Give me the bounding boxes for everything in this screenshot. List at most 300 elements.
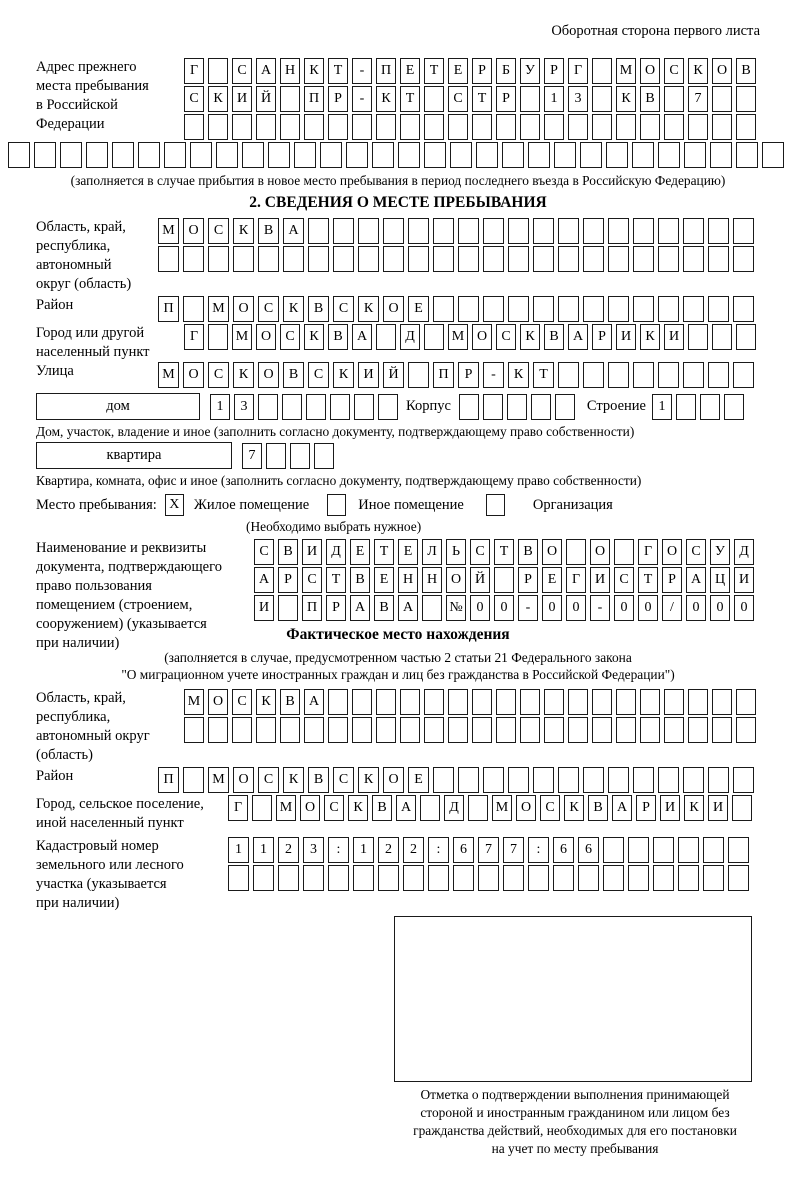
char-cell bbox=[533, 296, 554, 322]
text-line: сооружением) (указывается bbox=[36, 616, 207, 632]
char-cell bbox=[728, 837, 749, 863]
char-cell bbox=[736, 114, 756, 140]
char-cell bbox=[483, 767, 504, 793]
house-row bbox=[36, 393, 760, 420]
char-cell bbox=[728, 865, 749, 891]
region-block bbox=[36, 218, 760, 294]
option-organization-label: Организация bbox=[532, 496, 613, 513]
char-cell: В bbox=[518, 539, 538, 565]
text-line: на учет по месту пребывания bbox=[491, 1141, 659, 1156]
char-cell bbox=[733, 246, 754, 272]
section3-caption bbox=[36, 649, 760, 683]
char-cell bbox=[708, 218, 729, 244]
char-cell bbox=[676, 394, 696, 420]
char-cell bbox=[664, 86, 684, 112]
char-cell bbox=[424, 86, 444, 112]
char-cell: - bbox=[352, 58, 372, 84]
char-cell: С bbox=[208, 218, 229, 244]
char-cell bbox=[496, 114, 516, 140]
char-cell bbox=[683, 246, 704, 272]
char-cell bbox=[664, 114, 684, 140]
char-cell bbox=[458, 218, 479, 244]
char-cell bbox=[653, 865, 674, 891]
char-cell bbox=[558, 362, 579, 388]
house-number-cells bbox=[210, 394, 398, 420]
char-cell bbox=[433, 767, 454, 793]
char-cell bbox=[280, 114, 300, 140]
city3-block bbox=[36, 795, 760, 833]
char-cell bbox=[508, 767, 529, 793]
char-cell: 6 bbox=[553, 837, 574, 863]
prev-address-overflow-row bbox=[8, 142, 760, 168]
char-cell bbox=[736, 86, 756, 112]
char-cell bbox=[184, 114, 204, 140]
char-cell: Р bbox=[496, 86, 516, 112]
document-row-1 bbox=[254, 539, 754, 565]
char-cell: С bbox=[280, 324, 300, 350]
region3-row-2 bbox=[184, 717, 756, 743]
char-cell: И bbox=[590, 567, 610, 593]
char-cell: В bbox=[640, 86, 660, 112]
char-cell: 0 bbox=[686, 595, 706, 621]
char-cell bbox=[533, 767, 554, 793]
char-cell: О bbox=[208, 689, 228, 715]
char-cell bbox=[608, 296, 629, 322]
street-block bbox=[36, 362, 760, 388]
char-cell: И bbox=[616, 324, 636, 350]
char-cell bbox=[566, 539, 586, 565]
char-cell: К bbox=[304, 58, 324, 84]
char-cell: О bbox=[712, 58, 732, 84]
char-cell: 2 bbox=[403, 837, 424, 863]
char-cell: Д bbox=[734, 539, 754, 565]
char-cell: С bbox=[184, 86, 204, 112]
char-cell: 0 bbox=[638, 595, 658, 621]
section3-title: Фактическое место нахождения bbox=[286, 626, 510, 643]
house-type-box bbox=[36, 393, 200, 420]
char-cell: М bbox=[208, 767, 229, 793]
char-cell: Ь bbox=[446, 539, 466, 565]
char-cell: В bbox=[544, 324, 564, 350]
char-cell: : bbox=[428, 837, 449, 863]
char-cell bbox=[294, 142, 316, 168]
char-cell bbox=[712, 114, 732, 140]
char-cell bbox=[544, 114, 564, 140]
section2-title: 2. СВЕДЕНИЯ О МЕСТЕ ПРЕБЫВАНИЯ bbox=[249, 194, 547, 211]
char-cell bbox=[633, 296, 654, 322]
char-cell bbox=[683, 767, 704, 793]
char-cell: Р bbox=[458, 362, 479, 388]
char-cell: Й bbox=[470, 567, 490, 593]
char-cell bbox=[592, 717, 612, 743]
char-cell: М bbox=[232, 324, 252, 350]
char-cell bbox=[383, 218, 404, 244]
char-cell: К bbox=[520, 324, 540, 350]
char-cell: М bbox=[208, 296, 229, 322]
region-rows bbox=[158, 218, 754, 272]
char-cell bbox=[496, 717, 516, 743]
char-cell bbox=[280, 717, 300, 743]
char-cell: 0 bbox=[566, 595, 586, 621]
char-cell: О bbox=[183, 218, 204, 244]
apartment-cells bbox=[242, 443, 334, 469]
char-cell bbox=[583, 246, 604, 272]
text-line: места пребывания bbox=[36, 78, 149, 94]
char-cell bbox=[640, 717, 660, 743]
char-cell: Д bbox=[444, 795, 464, 821]
char-cell bbox=[424, 142, 446, 168]
char-cell: М bbox=[448, 324, 468, 350]
char-cell: 0 bbox=[734, 595, 754, 621]
char-cell bbox=[708, 296, 729, 322]
char-cell bbox=[448, 114, 468, 140]
char-cell: 7 bbox=[242, 443, 262, 469]
char-cell bbox=[8, 142, 30, 168]
char-cell: К bbox=[208, 86, 228, 112]
char-cell bbox=[528, 142, 550, 168]
char-cell bbox=[228, 865, 249, 891]
char-cell bbox=[508, 296, 529, 322]
char-cell bbox=[458, 296, 479, 322]
char-cell bbox=[400, 717, 420, 743]
char-cell bbox=[458, 246, 479, 272]
city-row bbox=[184, 324, 756, 350]
region3-label bbox=[36, 689, 184, 765]
char-cell bbox=[558, 767, 579, 793]
checkbox-residential: X bbox=[165, 494, 184, 516]
char-cell: Р bbox=[592, 324, 612, 350]
char-cell bbox=[683, 362, 704, 388]
char-cell: С bbox=[664, 58, 684, 84]
char-cell: И bbox=[232, 86, 252, 112]
char-cell bbox=[358, 218, 379, 244]
char-cell: О bbox=[542, 539, 562, 565]
char-cell bbox=[658, 767, 679, 793]
char-cell bbox=[400, 689, 420, 715]
char-cell: К bbox=[348, 795, 368, 821]
char-cell bbox=[580, 142, 602, 168]
text-line: (область) bbox=[36, 747, 93, 763]
char-cell: И bbox=[664, 324, 684, 350]
char-cell bbox=[724, 394, 744, 420]
char-cell: С bbox=[540, 795, 560, 821]
document-label bbox=[36, 539, 254, 653]
char-cell: М bbox=[616, 58, 636, 84]
char-cell bbox=[708, 362, 729, 388]
char-cell bbox=[208, 717, 228, 743]
char-cell: 2 bbox=[278, 837, 299, 863]
char-cell bbox=[472, 689, 492, 715]
char-cell: В bbox=[372, 795, 392, 821]
char-cell: Г bbox=[228, 795, 248, 821]
char-cell bbox=[732, 795, 752, 821]
char-cell bbox=[592, 86, 612, 112]
char-cell bbox=[190, 142, 212, 168]
char-cell bbox=[520, 717, 540, 743]
char-cell bbox=[733, 296, 754, 322]
document-rows bbox=[254, 539, 754, 621]
char-cell: 1 bbox=[253, 837, 274, 863]
char-cell: С bbox=[324, 795, 344, 821]
char-cell bbox=[703, 865, 724, 891]
char-cell: Р bbox=[328, 86, 348, 112]
char-cell bbox=[433, 218, 454, 244]
char-cell: С bbox=[232, 58, 252, 84]
char-cell: О bbox=[383, 767, 404, 793]
char-cell bbox=[544, 717, 564, 743]
char-cell bbox=[558, 296, 579, 322]
text-line: стороной и иностранным гражданином или лицом без bbox=[420, 1105, 730, 1120]
char-cell bbox=[614, 539, 634, 565]
char-cell: Д bbox=[400, 324, 420, 350]
char-cell bbox=[352, 114, 372, 140]
text-line: Город, сельское поселение, bbox=[36, 796, 204, 812]
char-cell bbox=[459, 394, 479, 420]
char-cell: Б bbox=[496, 58, 516, 84]
char-cell bbox=[568, 689, 588, 715]
char-cell: 0 bbox=[542, 595, 562, 621]
char-cell bbox=[592, 58, 612, 84]
text-line: при наличии) bbox=[36, 635, 120, 651]
char-cell bbox=[688, 114, 708, 140]
prev-address-caption: (заполняется в случае прибытия в новое место пребывания в период последнего въезда в Российскую Федерацию) bbox=[70, 173, 726, 188]
cadastral-block bbox=[36, 837, 760, 913]
char-cell: С bbox=[333, 296, 354, 322]
char-cell bbox=[708, 767, 729, 793]
char-cell bbox=[208, 324, 228, 350]
char-cell: Н bbox=[422, 567, 442, 593]
char-cell bbox=[616, 689, 636, 715]
char-cell bbox=[424, 324, 444, 350]
char-cell: Е bbox=[398, 539, 418, 565]
char-cell: О bbox=[233, 296, 254, 322]
char-cell: Й bbox=[256, 86, 276, 112]
text-line: автономный округ bbox=[36, 728, 150, 744]
char-cell bbox=[280, 86, 300, 112]
char-cell bbox=[483, 218, 504, 244]
char-cell bbox=[232, 717, 252, 743]
char-cell: Р bbox=[636, 795, 656, 821]
text-line: Отметка о подтверждении выполнения принимающей bbox=[420, 1087, 730, 1102]
district-block bbox=[36, 296, 760, 322]
char-cell bbox=[328, 865, 349, 891]
text-line: Область, край, bbox=[36, 219, 126, 235]
char-cell: М bbox=[276, 795, 296, 821]
char-cell bbox=[476, 142, 498, 168]
char-cell: К bbox=[358, 296, 379, 322]
char-cell: И bbox=[254, 595, 274, 621]
char-cell bbox=[400, 114, 420, 140]
char-cell: Г bbox=[566, 567, 586, 593]
char-cell bbox=[736, 324, 756, 350]
text-line: Город или другой bbox=[36, 325, 145, 341]
char-cell bbox=[664, 689, 684, 715]
char-cell: Е bbox=[408, 767, 429, 793]
char-cell bbox=[520, 689, 540, 715]
text-line: земельного или лесного bbox=[36, 857, 184, 873]
char-cell bbox=[398, 142, 420, 168]
char-cell bbox=[632, 142, 654, 168]
char-cell: С bbox=[470, 539, 490, 565]
char-cell: С bbox=[614, 567, 634, 593]
char-cell: 7 bbox=[688, 86, 708, 112]
char-cell bbox=[308, 218, 329, 244]
char-cell bbox=[555, 394, 575, 420]
char-cell bbox=[558, 246, 579, 272]
char-cell: К bbox=[376, 86, 396, 112]
char-cell: И bbox=[358, 362, 379, 388]
char-cell: П bbox=[376, 58, 396, 84]
char-cell bbox=[507, 394, 527, 420]
char-cell bbox=[472, 717, 492, 743]
char-cell: Т bbox=[328, 58, 348, 84]
char-cell: 1 bbox=[210, 394, 230, 420]
char-cell bbox=[664, 717, 684, 743]
char-cell bbox=[333, 246, 354, 272]
char-cell: С bbox=[258, 296, 279, 322]
char-cell: Н bbox=[398, 567, 418, 593]
text-line: Кадастровый номер bbox=[36, 838, 159, 854]
char-cell bbox=[34, 142, 56, 168]
char-cell: В bbox=[278, 539, 298, 565]
char-cell bbox=[352, 717, 372, 743]
char-cell bbox=[520, 86, 540, 112]
char-cell bbox=[628, 865, 649, 891]
char-cell: К bbox=[233, 362, 254, 388]
char-cell bbox=[183, 246, 204, 272]
apartment-type-box bbox=[36, 442, 232, 469]
char-cell: К bbox=[283, 296, 304, 322]
prev-address-label bbox=[36, 58, 184, 134]
char-cell bbox=[420, 795, 440, 821]
text-line: иной населенный пункт bbox=[36, 815, 184, 831]
char-cell: Е bbox=[374, 567, 394, 593]
char-cell bbox=[328, 689, 348, 715]
char-cell: 0 bbox=[614, 595, 634, 621]
char-cell bbox=[712, 86, 732, 112]
char-cell: Г bbox=[184, 58, 204, 84]
char-cell: 1 bbox=[353, 837, 374, 863]
char-cell bbox=[372, 142, 394, 168]
char-cell: Ц bbox=[710, 567, 730, 593]
text-line: Наименование и реквизиты bbox=[36, 540, 207, 556]
char-cell: 0 bbox=[710, 595, 730, 621]
char-cell bbox=[232, 114, 252, 140]
prev-address-rows bbox=[184, 58, 756, 140]
char-cell: С bbox=[208, 362, 229, 388]
char-cell: 7 bbox=[478, 837, 499, 863]
char-cell: А bbox=[283, 218, 304, 244]
stamp-box bbox=[394, 916, 752, 1082]
text-line: Адрес прежнего bbox=[36, 59, 137, 75]
char-cell bbox=[458, 767, 479, 793]
char-cell bbox=[328, 114, 348, 140]
apartment-row bbox=[36, 442, 760, 469]
prev-address-row-3 bbox=[184, 114, 756, 140]
text-line: при наличии) bbox=[36, 895, 120, 911]
char-cell bbox=[733, 767, 754, 793]
char-cell: А bbox=[350, 595, 370, 621]
char-cell bbox=[408, 246, 429, 272]
char-cell bbox=[658, 246, 679, 272]
char-cell: 2 bbox=[378, 837, 399, 863]
char-cell bbox=[640, 114, 660, 140]
char-cell bbox=[208, 246, 229, 272]
char-cell: Г bbox=[184, 324, 204, 350]
char-cell: Е bbox=[350, 539, 370, 565]
char-cell: Р bbox=[278, 567, 298, 593]
char-cell bbox=[472, 114, 492, 140]
char-cell bbox=[428, 865, 449, 891]
region3-rows bbox=[184, 689, 756, 743]
char-cell bbox=[333, 218, 354, 244]
char-cell: О bbox=[446, 567, 466, 593]
char-cell bbox=[424, 717, 444, 743]
char-cell: В bbox=[736, 58, 756, 84]
char-cell: К bbox=[283, 767, 304, 793]
char-cell: О bbox=[590, 539, 610, 565]
char-cell: С bbox=[254, 539, 274, 565]
char-cell bbox=[554, 142, 576, 168]
char-cell: К bbox=[640, 324, 660, 350]
prev-address-block bbox=[36, 58, 760, 140]
stay-place-row bbox=[36, 494, 760, 516]
char-cell: Р bbox=[326, 595, 346, 621]
street-label: Улица bbox=[36, 363, 74, 379]
char-cell bbox=[608, 218, 629, 244]
district-label: Район bbox=[36, 297, 74, 313]
char-cell: Е bbox=[400, 58, 420, 84]
char-cell: К bbox=[304, 324, 324, 350]
char-cell: А bbox=[686, 567, 706, 593]
char-cell bbox=[583, 767, 604, 793]
checkbox-organization bbox=[486, 494, 505, 516]
char-cell bbox=[164, 142, 186, 168]
char-cell bbox=[633, 362, 654, 388]
char-cell bbox=[303, 865, 324, 891]
char-cell: И bbox=[734, 567, 754, 593]
street-row bbox=[158, 362, 754, 388]
char-cell: У bbox=[710, 539, 730, 565]
char-cell: Т bbox=[424, 58, 444, 84]
char-cell: С bbox=[448, 86, 468, 112]
char-cell bbox=[678, 837, 699, 863]
stamp-area bbox=[394, 916, 756, 1158]
char-cell bbox=[478, 865, 499, 891]
char-cell bbox=[658, 218, 679, 244]
text-line: Федерации bbox=[36, 116, 105, 132]
char-cell bbox=[703, 837, 724, 863]
prev-address-row-1 bbox=[184, 58, 756, 84]
char-cell: Р bbox=[518, 567, 538, 593]
char-cell bbox=[616, 114, 636, 140]
char-cell bbox=[278, 865, 299, 891]
char-cell bbox=[233, 246, 254, 272]
header-note: Оборотная сторона первого листа bbox=[551, 23, 760, 39]
char-cell: 1 bbox=[652, 394, 672, 420]
char-cell bbox=[383, 246, 404, 272]
char-cell: О bbox=[258, 362, 279, 388]
char-cell: 1 bbox=[228, 837, 249, 863]
city-block bbox=[36, 324, 760, 362]
district-row bbox=[158, 296, 754, 322]
char-cell: К bbox=[358, 767, 379, 793]
char-cell bbox=[112, 142, 134, 168]
char-cell bbox=[450, 142, 472, 168]
char-cell bbox=[256, 114, 276, 140]
char-cell: В bbox=[258, 218, 279, 244]
char-cell: М bbox=[158, 218, 179, 244]
